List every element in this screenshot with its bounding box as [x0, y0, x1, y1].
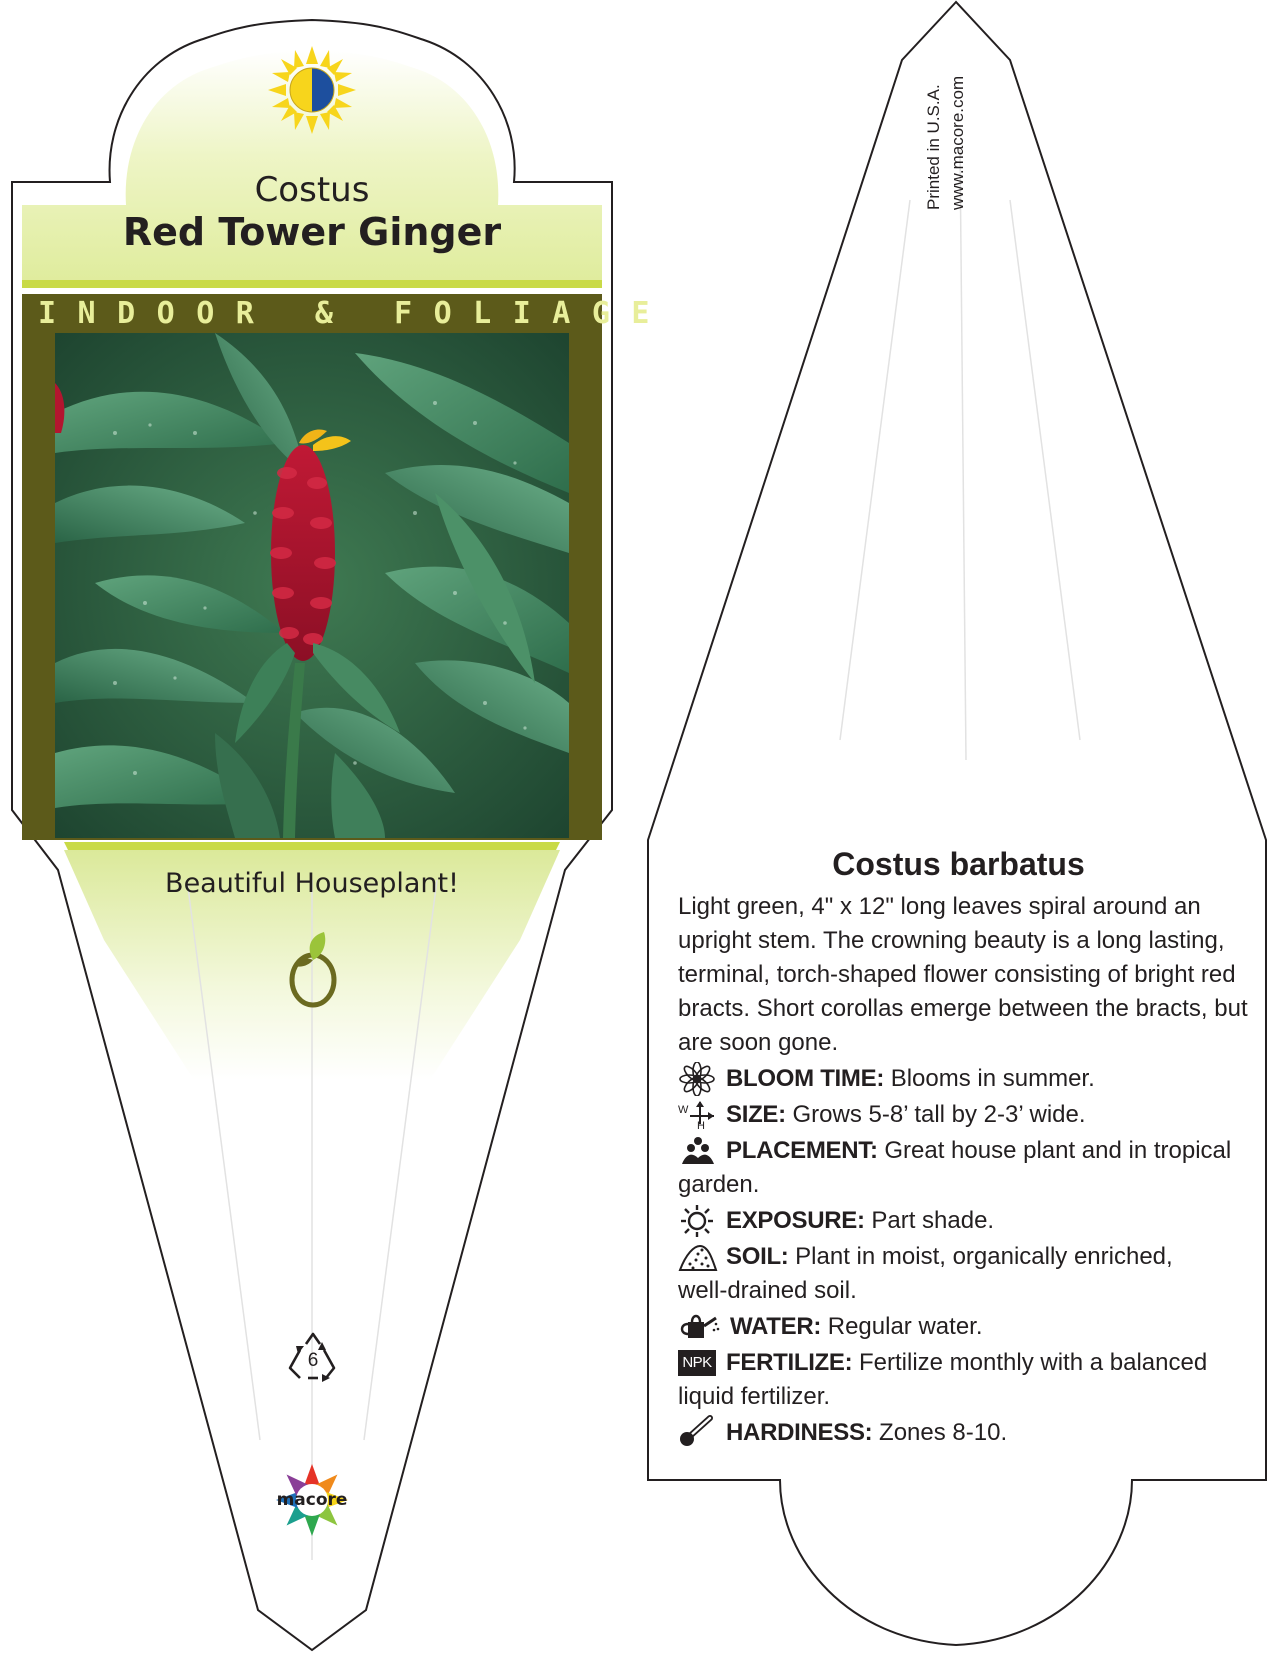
print-note [922, 76, 970, 210]
care-label: EXPOSURE: [726, 1207, 865, 1234]
website-text: www.macore.com [948, 75, 967, 210]
common-name-title: Red Tower Ginger [122, 210, 502, 254]
size-w-label: W [678, 1104, 689, 1116]
sun-shade-icon [268, 46, 356, 134]
care-label: WATER: [730, 1313, 822, 1340]
care-continuation: liquid fertilizer. [678, 1383, 831, 1410]
brand-logo-text: macore [276, 1490, 348, 1510]
genus-title: Costus [254, 170, 370, 210]
flower-icon [678, 1062, 716, 1096]
care-row-water [730, 1310, 983, 1344]
care-row-fertilize [726, 1346, 1207, 1380]
botanical-name: Costus barbatus [832, 846, 1085, 882]
plant-photo [55, 333, 569, 838]
description-line: bracts. Short corollas emerge between the bracts, but [678, 995, 1248, 1022]
care-text: Zones 8-10. [879, 1419, 1008, 1446]
care-row-bloom [726, 1062, 1095, 1096]
sun-icon [678, 1204, 716, 1238]
recycle-number: 6 [307, 1350, 319, 1371]
care-text: Blooms in summer. [890, 1065, 1095, 1092]
soil-icon [678, 1240, 718, 1274]
care-label: PLACEMENT: [726, 1137, 878, 1164]
garden-icon [678, 1134, 718, 1168]
description [678, 890, 1248, 1060]
tagline: Beautiful Houseplant! [165, 868, 459, 899]
description-line: are soon gone. [678, 1029, 839, 1056]
care-text: Plant in moist, organically enriched, [795, 1243, 1173, 1270]
care-label: SOIL: [726, 1243, 789, 1270]
care-row-hardiness [726, 1416, 1007, 1450]
printed-in-text: Printed in U.S.A. [924, 84, 943, 210]
care-row-soil [726, 1240, 1173, 1274]
care-text: Great house plant and in tropical [884, 1137, 1232, 1164]
care-label: SIZE: [726, 1101, 786, 1128]
care-text: Part shade. [871, 1207, 995, 1234]
size-h-label: H [697, 1120, 705, 1132]
plant-sprout-icon [284, 930, 342, 1010]
care-label: FERTILIZE: [726, 1349, 853, 1376]
care-label: HARDINESS: [726, 1419, 873, 1446]
care-row-exposure [726, 1204, 994, 1238]
care-row-size [726, 1098, 1086, 1132]
thermometer-icon [678, 1412, 718, 1448]
care-row-placement [726, 1134, 1231, 1168]
care-text: Fertilize monthly with a balanced [859, 1349, 1208, 1376]
description-line: terminal, torch-shaped flower consisting of bright red [678, 961, 1236, 988]
care-text: Grows 5-8’ tall by 2-3’ wide. [792, 1101, 1086, 1128]
care-text: Regular water. [827, 1313, 983, 1340]
watering-can-icon [678, 1310, 720, 1344]
care-continuation: garden. [678, 1171, 760, 1198]
npk-icon: NPK [678, 1350, 716, 1376]
care-label: BLOOM TIME: [726, 1065, 885, 1092]
description-line: Light green, 4" x 12" long leaves spiral around an [678, 893, 1201, 920]
description-line: upright stem. The crowning beauty is a long lasting, [678, 927, 1225, 954]
care-continuation: well-drained soil. [678, 1277, 857, 1304]
category-band: INDOOR & FOLIAGE [38, 296, 671, 331]
